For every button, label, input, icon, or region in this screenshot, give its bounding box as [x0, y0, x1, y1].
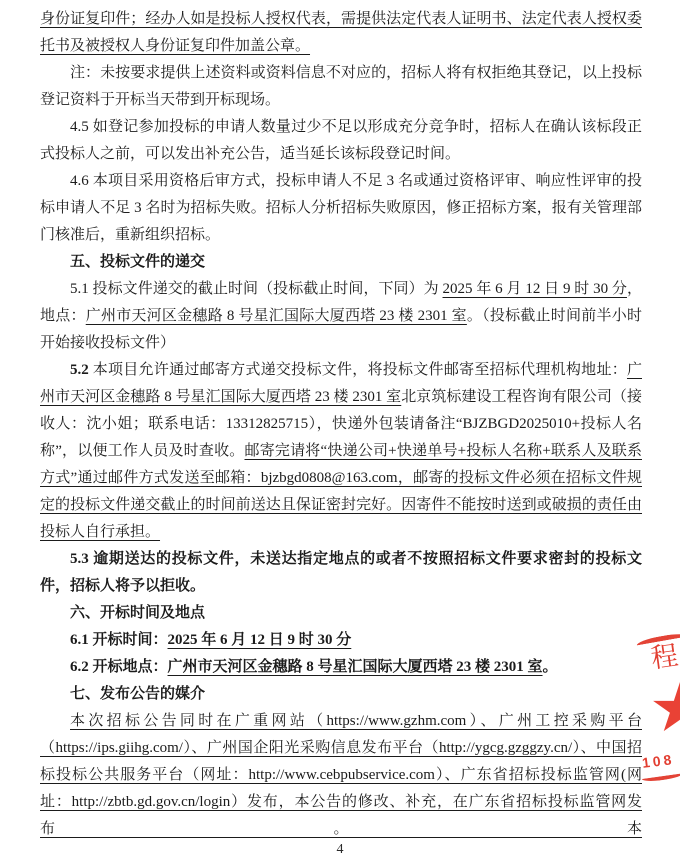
text-run: 4.6 本项目采用资格后审方式，投标申请人不足 3 名或通过资格评审、响应性评审的投标申请人不足 3 名时为招标失败。招标人分析招标失败原因，修正招标方案，报有关管理部门核准后，重新组织招标。: [40, 173, 642, 243]
document-content: [40, 6, 642, 843]
deadline-date: 2025 年 6 月 12 日 9 时 30 分: [442, 281, 627, 297]
text-run: 北京筑标建设工程咨询有限公司（接收人：沈小姐；联系电话：13312825715），快递外包装请备注“BJZBGD2025010+投标人名称”，以便工作人员及时查收。: [40, 389, 642, 459]
page-number: 4: [336, 842, 344, 857]
red-seal-digits: 108: [640, 751, 675, 771]
red-seal-character: 程: [649, 640, 680, 674]
submission-address: 广州市天河区金穗路 8 号星汇国际大厦西塔 23 楼 2301 室: [85, 308, 467, 324]
clause-5-1: [40, 276, 642, 357]
text-run: 本项目允许通过邮寄方式递交投标文件，将投标文件邮寄至招标代理机构地址：: [88, 362, 627, 378]
text-run: 4.5 如登记参加投标的申请人数量过少不足以形成充分竞争时，招标人在确认该标段正式投标人之前，可以发出补充公告，适当延长该标段登记时间。: [40, 119, 642, 162]
note-paragraph: [40, 60, 642, 114]
opening-time: 2025 年 6 月 12 日 9 时 30 分: [167, 632, 352, 648]
media-list-text: 本次招标公告同时在广重网站（https://www.gzhm.com）、广州工控采购平台（https://ips.giihg.com/）、广州国企阳光采购信息发布平台（http://ygcg.gzggzy.cn/）、中国招标投标公共服务平台（网址：http://www.cebpubservice.com）、广东省招标投标监管网(网址：http://zbtb.gd.gov.cn/login）发布，本公告的修改、补充，在广东省招标投标监管网发布。本: [40, 713, 642, 837]
text-run: 注：未按要求提供上述资料或资料信息不对应的，招标人将有权拒绝其登记，以上投标登记资料于开标当天带到开标现场。: [40, 65, 642, 108]
text-run: 。: [542, 659, 558, 675]
clause-4-5: [40, 114, 642, 168]
clause-6-1: [40, 627, 642, 654]
mailing-instruction: 邮寄完请将“快递公司+快递单号+投标人名称+联系人及联系方式”通过邮件方式发送至邮箱：bjzbgd0808@163.com，邮寄的投标文件必须在招标文件规定的投标文件递交截止的时间前送达且保证密封完好。因寄件不能按时送到或破损的责任由投标人自行承担。: [40, 443, 642, 540]
text-run: ，地点：: [40, 281, 642, 324]
section-7-heading: 七、发布公告的媒介: [70, 686, 206, 702]
continued-paragraph: [40, 6, 642, 60]
text-run: 6.1 开标时间：: [70, 632, 168, 648]
text-run: 。（投标截止时间前半小时开始接收投标文件）: [40, 308, 642, 351]
mailing-address: 广州市天河区金穗路 8 号星汇国际大厦西塔 23 楼 2301 室: [40, 362, 642, 405]
section-5-heading: 五、投标文件的递交: [70, 254, 206, 270]
opening-address: 广州市天河区金穗路 8 号星汇国际大厦西塔 23 楼 2301 室: [167, 659, 543, 675]
text-run: 6.2 开标地点：: [70, 659, 168, 675]
text-run: 5.3 逾期送达的投标文件，未送达指定地点的或者不按照招标文件要求密封的投标文件，招标人将予以拒收。: [40, 551, 642, 594]
clause-5-2: [40, 357, 642, 546]
red-seal-star-icon: [652, 682, 680, 736]
clause-4-6: [40, 168, 642, 249]
section-6-heading: 六、开标时间及地点: [70, 605, 206, 621]
red-seal-arc-bottom: [642, 773, 680, 783]
underlined-text: 身份证复印件；经办人如是投标人授权代表，需提供法定代表人证明书、法定代表人授权委托书及被授权人身份证复印件加盖公章。: [40, 11, 642, 54]
text-run: 5.1 投标文件递交的截止时间（投标截止时间，下同）为: [70, 281, 443, 297]
clause-number: 5.2: [70, 362, 89, 378]
clause-6-2: [40, 654, 642, 681]
clause-5-3: [40, 546, 642, 600]
announcement-media-paragraph: [40, 708, 642, 843]
